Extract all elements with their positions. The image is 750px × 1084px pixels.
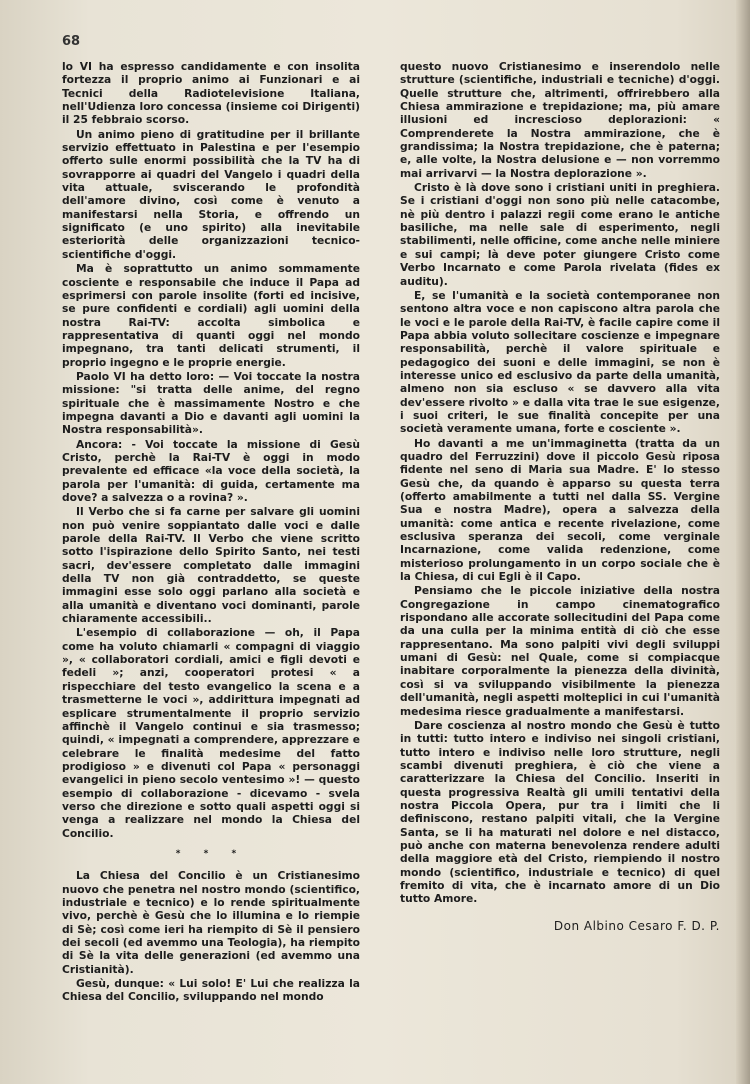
- author-signature: Don Albino Cesaro F. D. P.: [553, 918, 720, 933]
- paragraph: Un animo pieno di gratitudine per il brillante servizio effettuato in Palestina e per l'esempio offerto sulle enormi possibilità che la TV ha di sovrapporre ai quadri del Vangelo i quadri della vita attuale, sviscerando le profondità dell'amore divino, così come è venuto a manifestarsi nella Storia, e offrendo un significato (e uno spirito) alla inevitabile esteriorità delle organizzazioni tecnico-scientifiche d'oggi.: [62, 127, 360, 261]
- left-column: [62, 60, 360, 1005]
- paragraph: Paolo VI ha detto loro: — Voi toccate la nostra missione: "si tratta delle anime, del regno spirituale che è massimamente Nostro e che impegna davanti a Dio e davanti agli uomini la Nostra responsabilità».: [62, 369, 360, 437]
- paragraph: Pensiamo che le piccole iniziative della nostra Congregazione in campo cinematografico rispondano alle accorate sollecitudini del Papa come da una culla per la minima entità di ciò che esse rappresentano. Ma sono palpiti vivi degli sviluppi umani di Gesù: nel Quale, come si compiacque inabitare corporalmente la pienezza della divinità, così si va sviluppando visibilmente la pienezza dell'umanità, negli aspetti molteplici in cui l'umanità medesima riesce gradualmente a manifestarsi.: [400, 584, 720, 718]
- paragraph: La Chiesa del Concilio è un Cristianesimo nuovo che penetra nel nostro mondo (scientifico, industriale e tecnico) e lo rende spiritualmente vivo, perchè è Gesù che lo illumina e lo riempie di Sè; così come ieri ha riempito di Sè il pensiero dei secoli (ed avemmo una Teologia), ha riempito di Sè la vita delle generazioni (ed avemmo una Cristianità).: [62, 869, 360, 976]
- paragraph: Il Verbo che si fa carne per salvare gli uomini non può venire soppiantato dalle voci e dalle parole della Rai-TV. Il Verbo che viene scritto sotto l'ispirazione dello Spirito Santo, nei testi sacri, dev'essere completato dalle immagini della TV non già contraddetto, se queste immagini esse solo oggi parlano alla società e alla umanità e diventano voci dominanti, parole chiaramente accessibili..: [62, 505, 360, 626]
- page-edge-shadow: [736, 0, 750, 1084]
- section-separator: * * *: [175, 848, 247, 859]
- paragraph: lo VI ha espresso candidamente e con insolita fortezza il proprio animo ai Funzionari e ai Tecnici della Radiotelevisione Italiana, nell'Udienza loro concessa (insieme coi Dirigenti) il 25 febbraio scorso.: [62, 60, 360, 127]
- paragraph: Dare coscienza al nostro mondo che Gesù è tutto in tutti: tutto intero e indiviso nei singoli cristiani, tutto intero e indiviso nelle loro strutture, negli scambi divenuti preghiera, è ciò che viene a caratterizzare la Chiesa del Concilio. Inseriti in questa progressiva Realtà gli umili tentativi della nostra Piccola Opera, pur tra i limiti che li definiscono, restano palpiti vitali, che la Vergine Santa, se li ha maturati nel dolore e nel distacco, può anche con materna benevolenza rendere adulti della maggiore età del Cristo, riempiendo il nostro mondo (scientifico, industriale e tecnico) di quel fremito di vita, che è incarnato amore di un Dio tutto Amore.: [400, 718, 720, 906]
- paragraph: L'esempio di collaborazione — oh, il Papa come ha voluto chiamarli « compagni di viaggio », « collaboratori cordiali, amici e figli devoti e fedeli »; anzi, cooperatori protesi « a rispecchiare del testo evangelico la scena e a trasmetterne le voci », addirittura impegnati ad esplicare strumentalmente il proprio servizio affinchè il Vangelo continui e sia trasmesso; quindi, « impegnati a comprendere, apprezzare e celebrare le finalità medesime del fatto prodigioso » e divenuti col Papa « personaggi evangelici in pieno secolo ventesimo »! — questo esempio di collaborazione - dicevamo - svela verso che direzione e sotto quali aspetti oggi si venga a realizzare nel mondo la Chiesa del Concilio.: [62, 626, 360, 840]
- paragraph: Cristo è là dove sono i cristiani uniti in preghiera. Se i cristiani d'oggi non sono più nelle catacombe, nè più dentro i palazzi regii come erano le antiche basiliche, ma nelle sale di esperimento, negli stabilimenti, nelle officine, come anche nelle miniere e sui campi; là deve poter giungere Cristo come Verbo Incarnato e come Parola rivelata (fides ex auditu).: [400, 181, 720, 288]
- page-number: 68: [62, 34, 81, 49]
- paragraph: Ancora: - Voi toccate la missione di Gesù Cristo, perchè la Rai-TV è oggi in modo prevalente ed efficace «la voce della società, la parola per l'umanità: di guida, certamente ma dove? a salvezza o a rovina? ».: [62, 437, 360, 504]
- paragraph: questo nuovo Cristianesimo e inserendolo nelle strutture (scientifiche, industriali e tecniche) d'oggi. Quelle strutture che, altrimenti, offrirebbero alla Chiesa ammirazione e trepidazione; ma, più amare illusioni ed increscioso deplorazioni: « Comprenderete la Nostra ammirazione, che è grandissima; la Nostra trepidazione, che è paterna; e, alle volte, la Nostra delusione e — non vorremmo mai arrivarvi — la Nostra deplorazione ».: [400, 60, 720, 180]
- paragraph: E, se l'umanità e la società contemporanee non sentono altra voce e non capiscono altra parola che le voci e le parole della Rai-TV, è facile capire come il Papa abbia voluto sollecitare coscienze e impegnare responsabilità, perchè il valore spirituale e pedagogico dei suoni e delle immagini, se non è interesse unico ed esclusivo da parte della umanità, almeno non sia escluso « se davvero alla vita dev'essere rivolto » e dalla vita trae le sue esigenze, i suoi criteri, le sue finalità concepite per una società veramente umana, forte e cosciente ».: [400, 288, 720, 436]
- paragraph: Ma è soprattutto un animo sommamente cosciente e responsabile che induce il Papa ad esprimersi con parole insolite (forti ed incisive, se pure confidenti e cordiali) agli uomini della nostra Rai-TV: accolta simbolica e rappresentativa di quanti oggi nel mondo impegnano, tra tanti delicati strumenti, il proprio ingegno e le proprie energie.: [62, 262, 360, 369]
- paragraph: Ho davanti a me un'immaginetta (tratta da un quadro del Ferruzzini) dove il piccolo Gesù riposa fidente nel seno di Maria sua Madre. E' lo stesso Gesù che, da quando è apparso su questa terra (offerto amabilmente a tutti nel dalla SS. Vergine Sua e nostra Madre), opera a salvezza della umanità: come antica e recente rivelazione, come esclusiva speranza dei secoli, come verginale Incarnazione, come valida redenzione, come misterioso prolungamento in un corpo sociale che è la Chiesa, di cui Egli è il Capo.: [400, 436, 720, 584]
- right-column: [400, 60, 720, 933]
- paragraph: Gesù, dunque: « Lui solo! E' Lui che realizza la Chiesa del Concilio, sviluppando nel mondo: [62, 977, 360, 1004]
